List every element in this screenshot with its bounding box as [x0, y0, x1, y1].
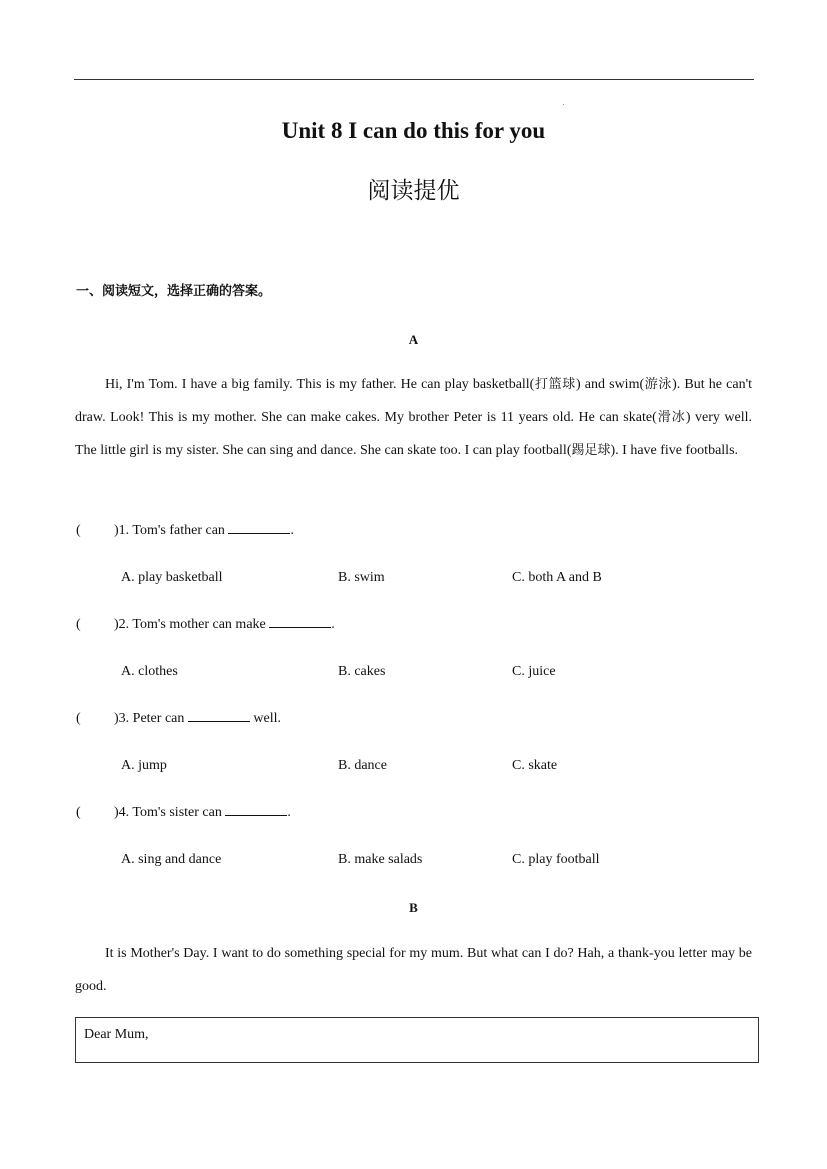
passage-cn-gloss: 打篮球: [534, 377, 576, 392]
passage-text: ). I have five footballs.: [610, 443, 739, 458]
answer-bracket-open: (: [76, 523, 81, 538]
option-2-b: B. cakes: [338, 664, 386, 679]
option-1-b: B. swim: [338, 570, 385, 585]
question-number: 1.: [118, 523, 130, 538]
answer-bracket-open: (: [76, 711, 81, 726]
passage-text: ) very well. The little girl is my sister. She can sing and dance. She can skate too. I can play football(: [75, 410, 752, 458]
answer-bracket-close: ): [114, 523, 119, 538]
answer-blank[interactable]: [228, 523, 290, 534]
answer-bracket-open: (: [76, 805, 81, 820]
question-2: [76, 617, 335, 633]
page-title: Unit 8 I can do this for you: [281, 118, 546, 143]
question-stem-end: well.: [249, 711, 281, 726]
answer-bracket[interactable]: [76, 805, 114, 821]
answer-bracket[interactable]: [76, 711, 114, 727]
letter-greeting: Dear Mum,: [84, 1027, 149, 1042]
passage-a: [75, 368, 752, 467]
answer-bracket[interactable]: [76, 617, 114, 633]
passage-text: ) and swim(: [575, 377, 645, 392]
option-1-a: A. play basketball: [121, 570, 223, 585]
option-4-a: A. sing and dance: [121, 852, 222, 867]
question-number: 2.: [118, 617, 130, 632]
option-3-c: C. skate: [512, 758, 558, 773]
question-4: [76, 805, 291, 821]
passage-text: Hi, I'm Tom. I have a big family. This is my father. He can play basketball(: [105, 377, 535, 392]
question-stem: Tom's sister can: [129, 805, 226, 820]
passage-b: It is Mother's Day. I want to do something special for my mum. But what can I do? Hah, a thank-you letter may be good.: [75, 946, 752, 994]
option-4-b: B. make salads: [338, 852, 423, 867]
option-2-c: C. juice: [512, 664, 556, 679]
section-heading: 一、阅读短文，选择正确的答案。: [76, 284, 272, 299]
answer-bracket-close: ): [114, 805, 119, 820]
option-1-c: C. both A and B: [512, 570, 602, 585]
question-number: 4.: [118, 805, 130, 820]
question-number: 3.: [118, 711, 130, 726]
stray-dot: [563, 104, 564, 105]
page-subtitle: 阅读提优: [367, 178, 460, 204]
passage-cn-gloss: 游泳: [644, 377, 673, 392]
question-stem: Tom's father can: [129, 523, 229, 538]
question-stem: Tom's mother can make: [129, 617, 270, 632]
part-a-label: A: [408, 332, 419, 347]
passage-cn-gloss: 滑冰: [656, 410, 686, 425]
answer-bracket[interactable]: [76, 523, 114, 539]
part-b-label: B: [409, 900, 418, 915]
header-rule: [74, 79, 754, 80]
option-3-b: B. dance: [338, 758, 387, 773]
answer-blank[interactable]: [225, 805, 287, 816]
question-stem-end: .: [290, 523, 294, 538]
option-3-a: A. jump: [121, 758, 167, 773]
option-4-c: C. play football: [512, 852, 600, 867]
answer-bracket-close: ): [114, 711, 119, 726]
passage-text: ). But he can't draw. Look! This is my mother. She can make cakes. My brother Peter is 11 years old. He can skate(: [75, 377, 752, 425]
passage-cn-gloss: 踢足球: [571, 443, 611, 458]
answer-bracket-open: (: [76, 617, 81, 632]
question-stem-end: .: [331, 617, 335, 632]
question-stem-end: .: [287, 805, 291, 820]
answer-blank[interactable]: [269, 617, 331, 628]
answer-bracket-close: ): [114, 617, 119, 632]
answer-blank[interactable]: [188, 711, 250, 722]
option-2-a: A. clothes: [121, 664, 178, 679]
question-stem: Peter can: [129, 711, 188, 726]
question-1: [76, 523, 294, 539]
question-3: [76, 711, 281, 727]
letter-box: [75, 1017, 759, 1063]
